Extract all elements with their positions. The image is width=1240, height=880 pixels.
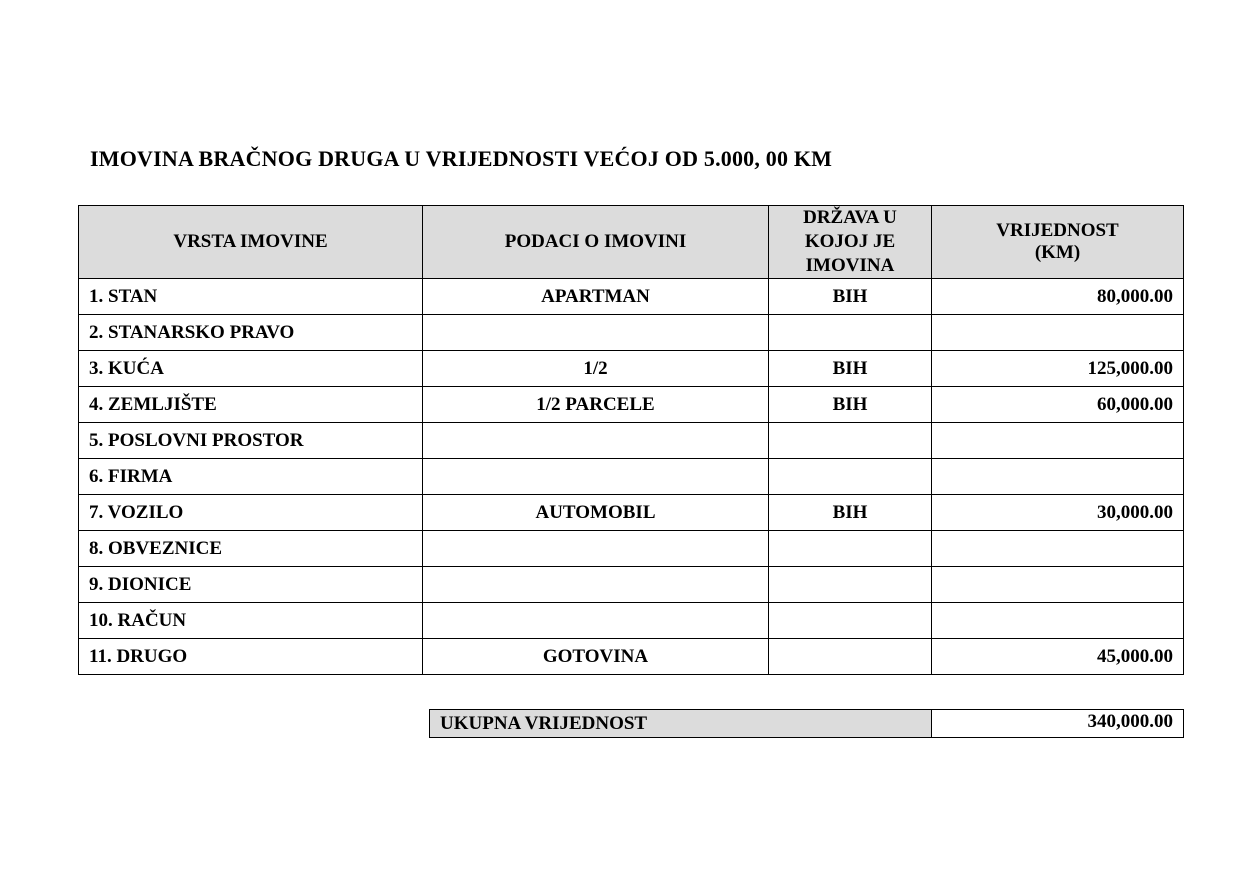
- total-label: UKUPNA VRIJEDNOST: [430, 710, 932, 738]
- row-country-cell: BIH: [769, 351, 932, 387]
- total-table: [429, 709, 1184, 738]
- row-country-cell: [769, 459, 932, 495]
- row-details-cell: [423, 603, 769, 639]
- header-country-line2: KOJOJ JE: [804, 231, 896, 252]
- row-value-cell: [932, 315, 1184, 351]
- row-value-cell: 30,000.00: [932, 495, 1184, 531]
- row-value-cell: [932, 567, 1184, 603]
- header-value-line1: VRIJEDNOST: [996, 220, 1119, 241]
- row-type-cell: 11. DRUGO: [79, 639, 423, 675]
- row-value-cell: [932, 423, 1184, 459]
- row-details-cell: [423, 423, 769, 459]
- header-country-line1: DRŽAVA U: [803, 207, 897, 228]
- table-header-row: [79, 206, 1184, 279]
- table-row: [79, 459, 1184, 495]
- row-value-cell: [932, 603, 1184, 639]
- row-value-cell: [932, 531, 1184, 567]
- row-type-cell: 1. STAN: [79, 279, 423, 315]
- table-row: [79, 351, 1184, 387]
- table-row: [79, 423, 1184, 459]
- row-country-cell: BIH: [769, 279, 932, 315]
- row-type-cell: 3. KUĆA: [79, 351, 423, 387]
- header-asset-country: [769, 206, 932, 279]
- table-row: [79, 531, 1184, 567]
- assets-table: [78, 205, 1184, 675]
- header-asset-type: VRSTA IMOVINE: [79, 206, 423, 279]
- row-country-cell: [769, 567, 932, 603]
- total-row: [430, 710, 1184, 738]
- row-country-cell: [769, 531, 932, 567]
- row-type-cell: 2. STANARSKO PRAVO: [79, 315, 423, 351]
- row-type-cell: 10. RAČUN: [79, 603, 423, 639]
- header-asset-details: PODACI O IMOVINI: [423, 206, 769, 279]
- row-details-cell: [423, 567, 769, 603]
- row-details-cell: 1/2 PARCELE: [423, 387, 769, 423]
- header-country-line3: IMOVINA: [805, 255, 895, 276]
- row-type-cell: 9. DIONICE: [79, 567, 423, 603]
- row-type-cell: 7. VOZILO: [79, 495, 423, 531]
- row-country-cell: [769, 315, 932, 351]
- table-row: [79, 639, 1184, 675]
- page-title: IMOVINA BRAČNOG DRUGA U VRIJEDNOSTI VEĆOJ OD 5.000, 00 KM: [90, 146, 833, 171]
- row-type-cell: 5. POSLOVNI PROSTOR: [79, 423, 423, 459]
- row-details-cell: [423, 531, 769, 567]
- row-details-cell: [423, 459, 769, 495]
- row-details-cell: [423, 315, 769, 351]
- row-country-cell: [769, 603, 932, 639]
- row-type-cell: 8. OBVEZNICE: [79, 531, 423, 567]
- row-value-cell: 45,000.00: [932, 639, 1184, 675]
- row-country-cell: BIH: [769, 495, 932, 531]
- row-value-cell: [932, 459, 1184, 495]
- table-row: [79, 279, 1184, 315]
- header-asset-value: [932, 206, 1184, 279]
- row-details-cell: AUTOMOBIL: [423, 495, 769, 531]
- header-value-line2: (KM): [1034, 242, 1081, 263]
- row-value-cell: 125,000.00: [932, 351, 1184, 387]
- row-country-cell: [769, 423, 932, 459]
- total-value: 340,000.00: [932, 710, 1184, 738]
- row-details-cell: APARTMAN: [423, 279, 769, 315]
- table-row: [79, 387, 1184, 423]
- table-row: [79, 603, 1184, 639]
- row-country-cell: [769, 639, 932, 675]
- row-value-cell: 80,000.00: [932, 279, 1184, 315]
- table-row: [79, 495, 1184, 531]
- table-row: [79, 567, 1184, 603]
- row-value-cell: 60,000.00: [932, 387, 1184, 423]
- row-type-cell: 4. ZEMLJIŠTE: [79, 387, 423, 423]
- row-country-cell: BIH: [769, 387, 932, 423]
- row-details-cell: GOTOVINA: [423, 639, 769, 675]
- table-row: [79, 315, 1184, 351]
- row-details-cell: 1/2: [423, 351, 769, 387]
- row-type-cell: 6. FIRMA: [79, 459, 423, 495]
